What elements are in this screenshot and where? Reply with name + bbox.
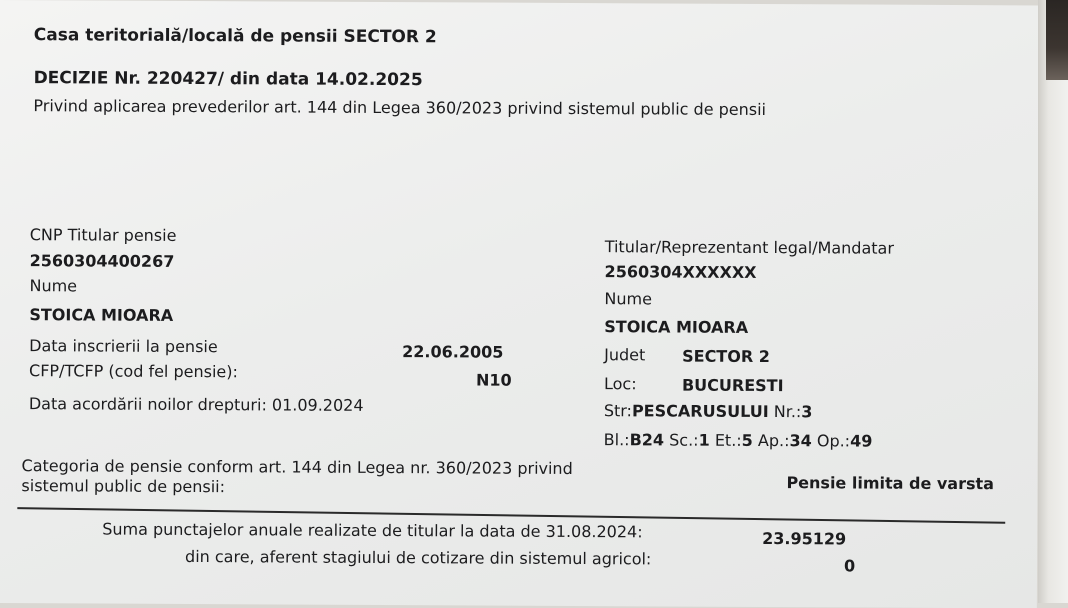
category-label-line2: sistemul public de pensii: [21, 476, 226, 497]
rights-date: Data acordării noilor drepturi: 01.09.2024 [28, 394, 364, 415]
ap-value: 34 [789, 431, 812, 451]
sc-label: Sc.: [669, 430, 699, 450]
name-value: STOICA MIOARA [29, 305, 174, 325]
city-value: BUCURESTI [681, 375, 784, 396]
cfp-value: N10 [475, 370, 512, 390]
bl-value: B24 [629, 430, 665, 450]
enroll-date-label: Data inscrierii la pensie [29, 336, 218, 357]
points-total-label: Suma punctajelor anuale realizate de titular la data de 31.08.2024: [102, 519, 643, 542]
background-page-edge [1038, 0, 1068, 603]
decision-number: DECIZIE Nr. 220427/ din data 14.02.2025 [33, 68, 423, 91]
category-value: Pensie limita de varsta [786, 473, 995, 494]
city-label: Loc: [603, 374, 637, 394]
points-agri-label: din care, aferent stagiului de cotizare din sistemul agricol: [185, 546, 652, 569]
holder-label: Titular/Reprezentant legal/Mandatar [604, 237, 895, 258]
enroll-date-value: 22.06.2005 [402, 342, 504, 362]
ap-label: Ap.: [757, 430, 790, 451]
op-value: 49 [850, 431, 873, 451]
background-surface [1046, 0, 1068, 80]
nr-value: 3 [801, 402, 813, 422]
street-label: Str: [603, 401, 633, 421]
cnp-value: 2560304400267 [29, 251, 175, 271]
holder-name-value: STOICA MIOARA [604, 317, 749, 337]
et-label: Et.: [714, 430, 742, 450]
cnp-label: CNP Titular pensie [29, 225, 177, 245]
street-line [604, 401, 813, 422]
sc-value: 1 [698, 430, 710, 450]
bl-label: Bl.: [603, 430, 630, 450]
category-label-line1: Categoria de pensie conform art. 144 din Legea nr. 360/2023 privind [21, 456, 573, 479]
holder-cnp: 2560304XXXXXX [604, 262, 757, 282]
points-agri-value: 0 [843, 556, 856, 576]
op-label: Op.: [816, 431, 851, 451]
institution-title: Casa teritorială/locală de pensii SECTOR 2 [33, 25, 437, 48]
name-label: Nume [29, 276, 78, 296]
county-label: Judet [604, 345, 646, 365]
points-total-value: 23.95129 [762, 528, 847, 549]
decision-subject: Privind aplicarea prevederilor art. 144 din Legea 360/2023 privind sistemul public de pensii [33, 96, 767, 120]
holder-name-label: Nume [604, 289, 653, 309]
cfp-label: CFP/TCFP (cod fel pensie): [29, 361, 238, 382]
building-line [604, 430, 873, 451]
nr-label: Nr.: [773, 402, 802, 422]
et-value: 5 [741, 430, 753, 450]
county-value: SECTOR 2 [682, 346, 770, 367]
street-value: PESCARUSULUI [631, 401, 769, 422]
